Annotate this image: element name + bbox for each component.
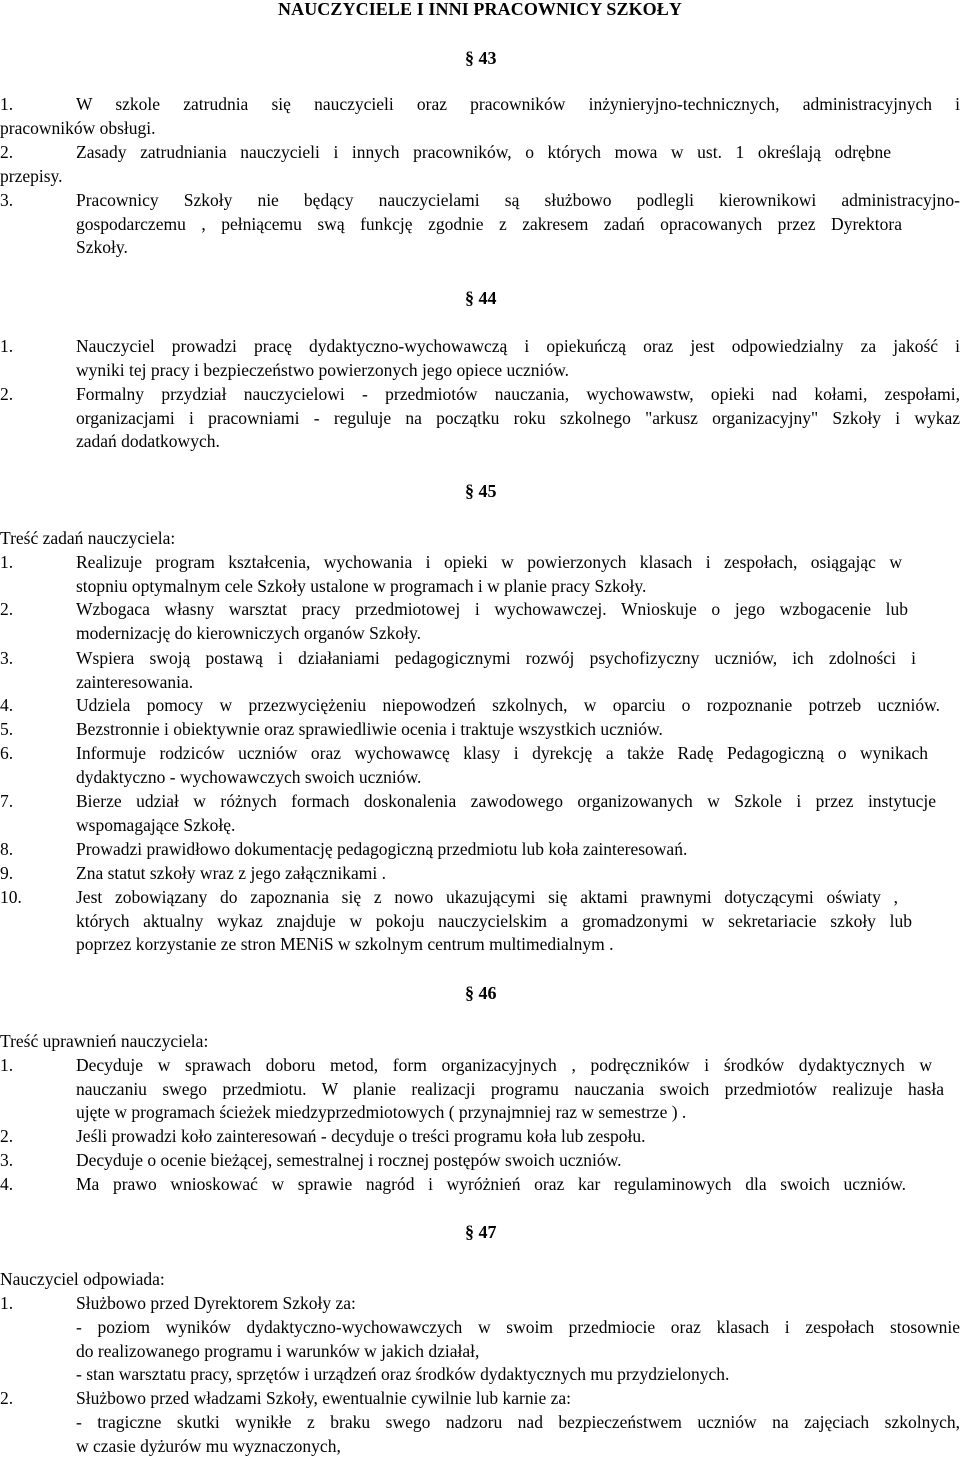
item-number: 2.: [0, 384, 14, 404]
section-43-mark: § 43: [465, 48, 497, 68]
item-number: 1.: [0, 552, 14, 572]
item-text: Służbowo przed Dyrektorem Szkoły za:: [76, 1293, 356, 1313]
item-text: przepisy.: [0, 166, 63, 186]
item-text: Nauczyciel prowadzi pracę dydaktyczno-wychowawczą i opiekuńczą oraz jest odpowiedzialny za jakość i: [76, 336, 960, 356]
item-text: Wspiera swoją postawą i działaniami pedagogicznymi rozwój psychofizyczny uczniów, ich zdolności i: [76, 648, 916, 668]
item-text: W szkole zatrudnia się nauczycieli oraz pracowników inżynieryjno-technicznych, administracyjnych i: [76, 94, 960, 114]
item-number: 1.: [0, 1293, 14, 1313]
item-number: 1.: [0, 336, 14, 356]
item-number: 2.: [0, 1126, 14, 1146]
item-number: 3.: [0, 190, 14, 210]
item-text: stopniu optymalnym cele Szkoły ustalone w programach i w planie pracy Szkoły.: [76, 575, 647, 596]
item-text: ujęte w programach ścieżek miedzyprzedmiotowych ( przynajmniej raz w semestrze ) .: [76, 1102, 687, 1122]
item-text: pracowników obsługi.: [0, 117, 156, 138]
item-text: których aktualny wykaz znajduje w pokoju nauczycielskim a gromadzonymi w sekretariacie szkoły lub: [76, 910, 912, 931]
item-text: Zna statut szkoły wraz z jego załącznikami .: [76, 863, 387, 883]
item-number: 10.: [0, 887, 22, 907]
document-title: NAUCZYCIELE I INNI PRACOWNICY SZKOŁY: [278, 0, 682, 19]
item-text: Bezstronnie i obiektywnie oraz sprawiedliwie ocenia i traktuje wszystkich uczniów.: [76, 719, 663, 739]
item-text: Jest zobowiązany do zapoznania się z nowo ukazującymi się aktami prawnymi dotyczącymi oświaty ,: [76, 887, 898, 907]
item-text: Decyduje w sprawach doboru metod, form organizacyjnych , podręczników i środków dydaktycznych w: [76, 1055, 932, 1075]
item-text: modernizację do kierowniczych organów Szkoły.: [76, 622, 422, 643]
item-text: Formalny przydział nauczycielowi - przedmiotów nauczania, wychowawstw, opieki nad kołami, zespołami,: [76, 384, 960, 404]
item-number: 5.: [0, 719, 14, 739]
item-number: 4.: [0, 695, 14, 715]
item-number: 3.: [0, 648, 14, 668]
section-46-mark: § 46: [465, 983, 497, 1003]
section-45-mark: § 45: [465, 481, 497, 501]
section-44-mark: § 44: [465, 288, 497, 308]
section-heading: Nauczyciel odpowiada:: [0, 1269, 165, 1289]
item-text: Pracownicy Szkoły nie będący nauczycielami są służbowo podlegli kierownikowi administracyjno-: [76, 190, 960, 210]
item-text: zainteresowania.: [76, 671, 194, 692]
item-text: poprzez korzystanie ze stron MENiS w szkolnym centrum multimedialnym .: [76, 934, 614, 954]
item-text: dydaktyczno - wychowawczych swoich uczniów.: [76, 766, 422, 787]
section-heading: Treść uprawnień nauczyciela:: [0, 1031, 209, 1051]
item-text: gospodarczemu , pełniącemu swą funkcję zgodnie z zakresem zadań opracowanych przez Dyrektora: [76, 213, 902, 234]
item-number: 1.: [0, 1055, 14, 1075]
item-text: Służbowo przed władzami Szkoły, ewentualnie cywilnie lub karnie za:: [76, 1388, 572, 1408]
item-text: Prowadzi prawidłowo dokumentację pedagogiczną przedmiotu lub koła zainteresowań.: [76, 839, 688, 859]
item-text: wspomagające Szkołę.: [76, 814, 236, 835]
item-text: Szkoły.: [76, 237, 128, 257]
item-number: 6.: [0, 743, 14, 763]
item-number: 3.: [0, 1150, 14, 1170]
item-text: organizacjami i pracowniami - reguluje na początku roku szkolnego "arkusz organizacyjny" Szkoły i wykaz: [76, 407, 960, 428]
item-number: 2.: [0, 142, 14, 162]
item-text: Realizuje program kształcenia, wychowania i opieki w powierzonych klasach i zespołach, osiągając w: [76, 552, 902, 572]
item-number: 7.: [0, 791, 14, 811]
item-text: Bierze udział w różnych formach doskonalenia zawodowego organizowanych w Szkole i przez instytucje: [76, 791, 936, 811]
item-number: 2.: [0, 599, 14, 619]
item-text: Ma prawo wnioskować w sprawie nagród i wyróżnień oraz kar regulaminowych dla swoich uczniów.: [76, 1174, 906, 1194]
item-text: nauczaniu swego przedmiotu. W planie realizacji programu nauczania swoich przedmiotów realizuje hasła: [76, 1078, 944, 1099]
item-number: 1.: [0, 94, 14, 114]
section-heading: Treść zadań nauczyciela:: [0, 528, 176, 548]
item-text: Informuje rodziców uczniów oraz wychowawcę klasy i dyrekcję a także Radę Pedagogiczną o wynikach: [76, 743, 928, 763]
item-text: Wzbogaca własny warsztat pracy przedmiotowej i wychowawczej. Wnioskuje o jego wzbogacenie lub: [76, 599, 908, 619]
item-text: zadań dodatkowych.: [76, 431, 220, 451]
item-text: - tragiczne skutki wynikłe z braku swego nadzoru nad bezpieczeństwem uczniów na zajęciach szkolnych,: [76, 1412, 960, 1432]
item-number: 4.: [0, 1174, 14, 1194]
item-number: 9.: [0, 863, 14, 883]
item-text: - stan warsztatu pracy, sprzętów i urządzeń oraz środków dydaktycznych mu przydzielonych.: [76, 1364, 730, 1384]
item-text: w czasie dyżurów mu wyznaczonych,: [76, 1435, 341, 1456]
item-text: do realizowanego programu i warunków w jakich działał,: [76, 1340, 480, 1361]
item-text: wyniki tej pracy i bezpieczeństwo powierzonych jego opiece uczniów.: [76, 359, 570, 380]
item-number: 8.: [0, 839, 14, 859]
section-47-mark: § 47: [465, 1222, 497, 1242]
item-text: Jeśli prowadzi koło zainteresowań - decyduje o treści programu koła lub zespołu.: [76, 1126, 646, 1146]
item-text: - poziom wyników dydaktyczno-wychowawczych w swoim przedmiocie oraz klasach i zespołach stosownie: [76, 1317, 960, 1337]
item-text: Udziela pomocy w przezwyciężeniu niepowodzeń szkolnych, w oparciu o rozpoznanie potrzeb uczniów.: [76, 695, 940, 715]
item-text: Zasady zatrudniania nauczycieli i innych pracowników, o których mowa w ust. 1 określają odrębne: [76, 142, 891, 162]
item-text: Decyduje o ocenie bieżącej, semestralnej i rocznej postępów swoich uczniów.: [76, 1150, 622, 1170]
item-number: 2.: [0, 1388, 14, 1408]
